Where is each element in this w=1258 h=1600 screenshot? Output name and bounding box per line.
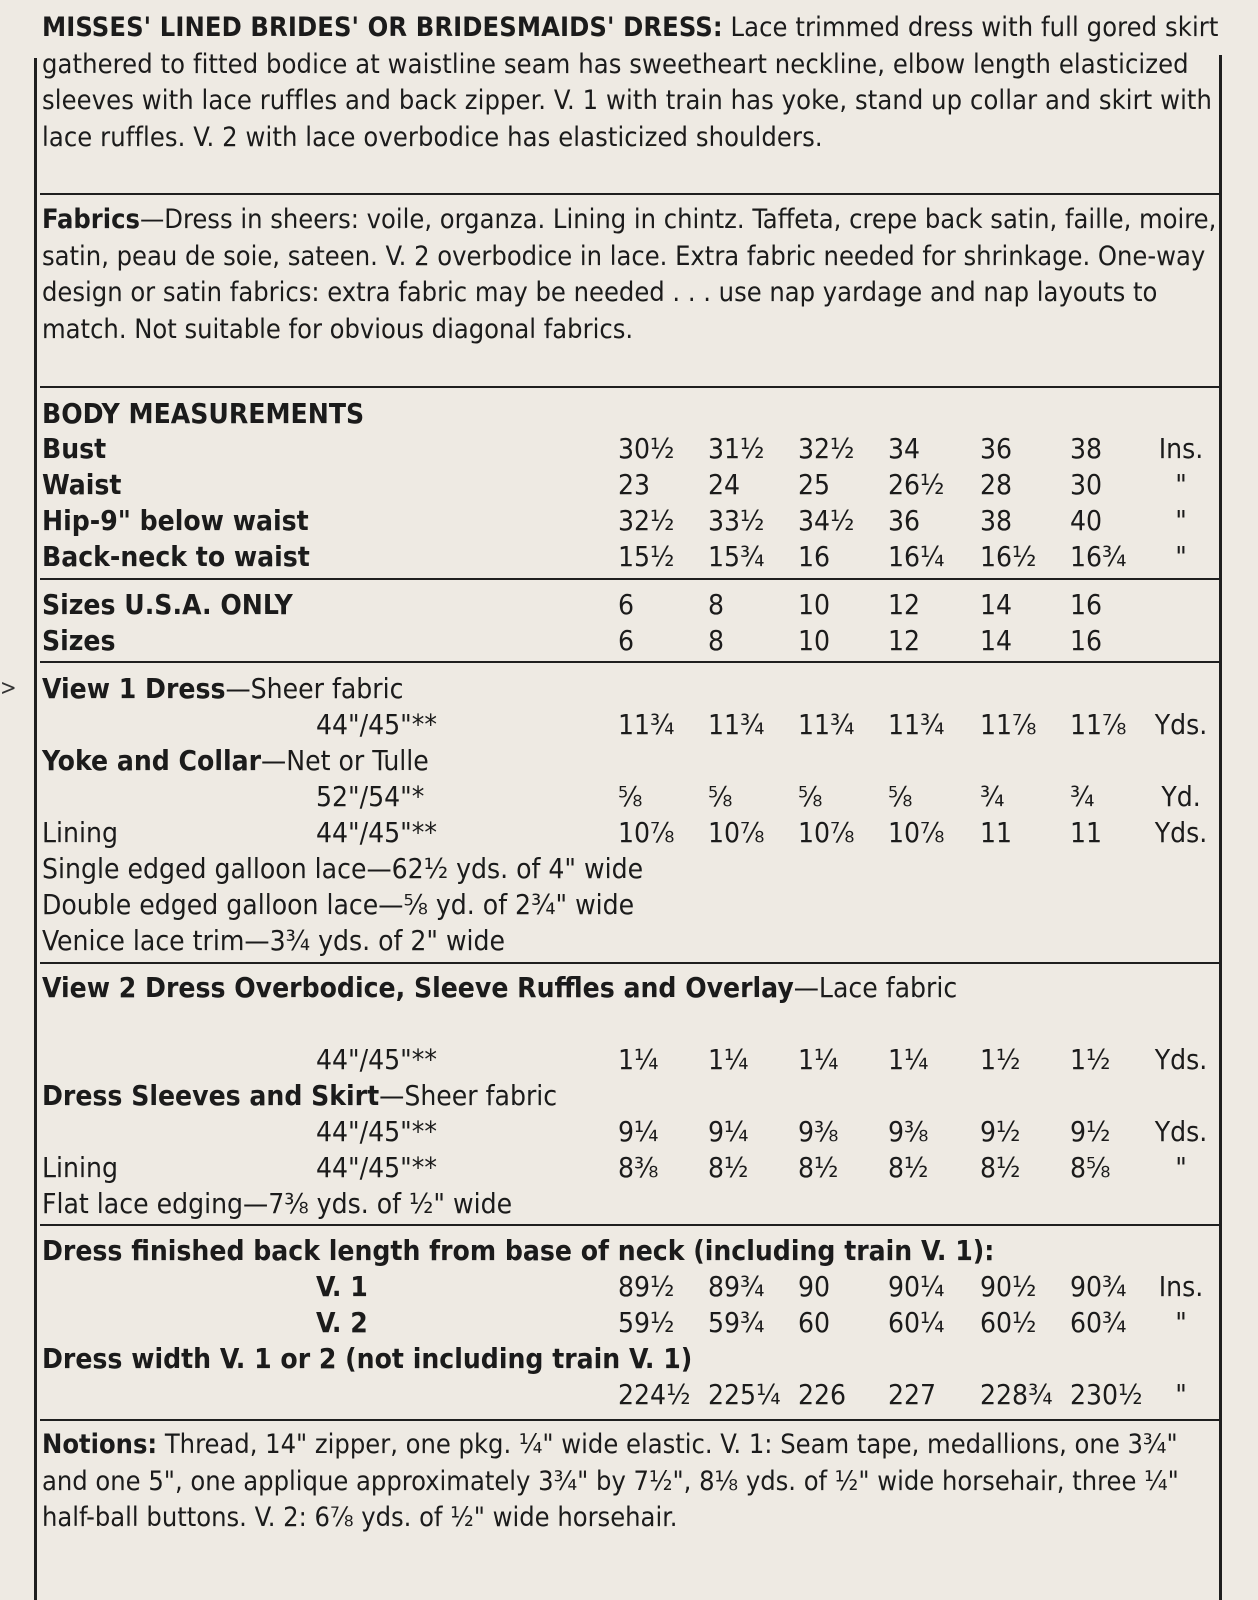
yardage-cell: 1¼ bbox=[798, 1043, 839, 1076]
value-cell: 26½ bbox=[888, 468, 945, 501]
divider bbox=[40, 386, 1222, 388]
width-cell: 225¼ bbox=[708, 1378, 781, 1411]
view1-note-row bbox=[0, 887, 1258, 923]
unit-cell: Ins. bbox=[1158, 1270, 1204, 1303]
value-cell: 16 bbox=[798, 540, 831, 573]
dress-width-heading: Dress width V. 1 or 2 (not including train V. 1) bbox=[42, 1342, 693, 1375]
length-cell: 90½ bbox=[980, 1270, 1037, 1303]
finished-v1-row bbox=[0, 1269, 1258, 1305]
divider bbox=[40, 578, 1222, 580]
view1-heading bbox=[42, 671, 404, 707]
sleeves-heading-row bbox=[0, 1078, 1258, 1114]
yardage-cell: 10⅞ bbox=[708, 816, 765, 849]
lace-note: Single edged galloon lace—62½ yds. of 4" wide bbox=[42, 852, 644, 885]
yardage-cell: 9¼ bbox=[618, 1115, 659, 1148]
view1-lining-row bbox=[0, 815, 1258, 851]
yardage-cell: 10⅞ bbox=[888, 816, 945, 849]
view1-note-row bbox=[0, 851, 1258, 887]
yardage-cell: 10⅞ bbox=[618, 816, 675, 849]
row-label: Lining bbox=[42, 816, 118, 849]
notions-paragraph bbox=[42, 1427, 1222, 1537]
yardage-cell: 9⅜ bbox=[798, 1115, 839, 1148]
size-cell: 12 bbox=[888, 588, 921, 621]
value-cell: 36 bbox=[888, 504, 921, 537]
yardage-cell: 8½ bbox=[980, 1151, 1021, 1184]
yoke-heading-label: Yoke and Collar bbox=[42, 744, 262, 777]
yardage-cell: 9⅜ bbox=[888, 1115, 929, 1148]
notions-title: Notions: bbox=[42, 1429, 158, 1460]
unit-cell: Ins. bbox=[1158, 432, 1204, 465]
size-cell: 10 bbox=[798, 588, 831, 621]
size-cell: 10 bbox=[798, 624, 831, 657]
value-cell: 32½ bbox=[618, 504, 675, 537]
body-measurements-heading-row bbox=[0, 396, 1258, 432]
size-cell: 12 bbox=[888, 624, 921, 657]
width-cell: 226 bbox=[798, 1378, 847, 1411]
row-label: V. 2 bbox=[316, 1306, 368, 1339]
unit-cell: Yds. bbox=[1154, 708, 1208, 741]
dress-width-row bbox=[0, 1377, 1258, 1413]
measurement-row-back-neck bbox=[0, 539, 1258, 575]
length-cell: 90¼ bbox=[888, 1270, 945, 1303]
yardage-cell: 9½ bbox=[1070, 1115, 1111, 1148]
measurement-row-waist bbox=[0, 467, 1258, 503]
length-cell: 60¾ bbox=[1070, 1306, 1127, 1339]
unit-cell: " bbox=[1175, 468, 1187, 501]
length-cell: 90 bbox=[798, 1270, 831, 1303]
divider bbox=[40, 962, 1222, 964]
size-cell: 14 bbox=[980, 588, 1013, 621]
value-cell: 30 bbox=[1070, 468, 1103, 501]
fabrics-text: —Dress in sheers: voile, organza. Lining in chintz. Taffeta, crepe back satin, faille, moire, satin, peau de soie, sateen. V. 2 overbodice in lace. Extra fabric needed for shrinkage. One-way design or satin fabrics: extra fabric may be needed . . . use nap yardage and nap layouts to match. Not suitable for obvious diagonal fabrics. bbox=[42, 204, 1217, 345]
yardage-cell: 11 bbox=[1070, 816, 1103, 849]
value-cell: 30½ bbox=[618, 432, 675, 465]
value-cell: 23 bbox=[618, 468, 651, 501]
view2-heading-label: View 2 Dress Overbodice, Sleeve Ruffles and Overlay bbox=[42, 971, 794, 1004]
value-cell: 16¾ bbox=[1070, 540, 1127, 573]
sizes-row bbox=[0, 623, 1258, 659]
yardage-cell: 9¼ bbox=[708, 1115, 749, 1148]
row-label: Sizes bbox=[42, 624, 116, 657]
yoke-heading-row bbox=[0, 743, 1258, 779]
row-label: Hip-9" below waist bbox=[42, 504, 309, 537]
unit-cell: " bbox=[1175, 1151, 1187, 1184]
fabric-width: 44"/45"** bbox=[316, 1151, 437, 1184]
sleeves-heading-sub: —Sheer fabric bbox=[379, 1079, 558, 1112]
width-cell: 230½ bbox=[1070, 1378, 1143, 1411]
yardage-cell: 1½ bbox=[1070, 1043, 1111, 1076]
unit-cell: " bbox=[1175, 1306, 1187, 1339]
value-cell: 33½ bbox=[708, 504, 765, 537]
view2-heading-sub: —Lace fabric bbox=[793, 971, 958, 1004]
finished-length-heading: Dress finished back length from base of neck (including train V. 1): bbox=[42, 1234, 995, 1267]
length-cell: 60¼ bbox=[888, 1306, 945, 1339]
lace-note: Double edged galloon lace—⅝ yd. of 2¾" wide bbox=[42, 888, 635, 921]
unit-cell: " bbox=[1175, 540, 1187, 573]
dress-width-heading-row bbox=[0, 1341, 1258, 1377]
unit-cell: Yds. bbox=[1154, 816, 1208, 849]
width-cell: 227 bbox=[888, 1378, 937, 1411]
lace-note: Flat lace edging—7⅜ yds. of ½" wide bbox=[42, 1187, 513, 1220]
description-paragraph bbox=[42, 10, 1222, 156]
finished-v2-row bbox=[0, 1305, 1258, 1341]
value-cell: 38 bbox=[980, 504, 1013, 537]
edge-arrow-mark: > bbox=[0, 676, 17, 701]
width-cell: 224½ bbox=[618, 1378, 691, 1411]
value-cell: 15½ bbox=[618, 540, 675, 573]
finished-length-heading-row bbox=[0, 1233, 1258, 1269]
length-cell: 60½ bbox=[980, 1306, 1037, 1339]
unit-cell: Yd. bbox=[1161, 780, 1201, 813]
yardage-cell: ¾ bbox=[1070, 780, 1095, 813]
yardage-cell: 1½ bbox=[980, 1043, 1021, 1076]
view1-dress-row bbox=[0, 707, 1258, 743]
value-cell: 34½ bbox=[798, 504, 855, 537]
value-cell: 38 bbox=[1070, 432, 1103, 465]
size-cell: 8 bbox=[708, 624, 725, 657]
value-cell: 40 bbox=[1070, 504, 1103, 537]
sleeves-heading-label: Dress Sleeves and Skirt bbox=[42, 1079, 380, 1112]
measurement-row-bust bbox=[0, 431, 1258, 467]
value-cell: 34 bbox=[888, 432, 921, 465]
size-cell: 6 bbox=[618, 624, 635, 657]
fabric-width: 44"/45"** bbox=[316, 816, 437, 849]
yardage-cell: 1¼ bbox=[888, 1043, 929, 1076]
yardage-cell: ¾ bbox=[980, 780, 1005, 813]
measurement-row-hip bbox=[0, 503, 1258, 539]
size-cell: 16 bbox=[1070, 624, 1103, 657]
view2-heading bbox=[42, 970, 957, 1006]
value-cell: 16½ bbox=[980, 540, 1037, 573]
fabrics-paragraph bbox=[42, 202, 1222, 348]
yardage-cell: 8½ bbox=[798, 1151, 839, 1184]
sleeves-heading bbox=[42, 1078, 557, 1114]
view1-heading-row bbox=[0, 671, 1258, 707]
yardage-cell: 11⅞ bbox=[980, 708, 1037, 741]
length-cell: 60 bbox=[798, 1306, 831, 1339]
view1-heading-sub: —Sheer fabric bbox=[225, 672, 404, 705]
fabric-width: 52"/54"* bbox=[316, 780, 425, 813]
length-cell: 59¾ bbox=[708, 1306, 765, 1339]
yardage-cell: 1¼ bbox=[708, 1043, 749, 1076]
value-cell: 25 bbox=[798, 468, 831, 501]
yardage-cell: 11⅞ bbox=[1070, 708, 1127, 741]
row-label: V. 1 bbox=[316, 1270, 368, 1303]
lace-note: Venice lace trim—3¾ yds. of 2" wide bbox=[42, 924, 506, 957]
view1-heading-label: View 1 Dress bbox=[42, 672, 226, 705]
description-title: MISSES' LINED BRIDES' OR BRIDESMAIDS' DRESS: bbox=[42, 12, 723, 43]
value-cell: 36 bbox=[980, 432, 1013, 465]
yardage-cell: ⅝ bbox=[708, 780, 733, 813]
length-cell: 90¾ bbox=[1070, 1270, 1127, 1303]
row-label: Lining bbox=[42, 1151, 118, 1184]
divider bbox=[40, 1224, 1222, 1226]
row-label: Back-neck to waist bbox=[42, 540, 310, 573]
yardage-cell: 8½ bbox=[708, 1151, 749, 1184]
yardage-cell: 11 bbox=[980, 816, 1013, 849]
length-cell: 89½ bbox=[618, 1270, 675, 1303]
view2-heading-row bbox=[0, 970, 1258, 1006]
yoke-row bbox=[0, 779, 1258, 815]
yardage-cell: 10⅞ bbox=[798, 816, 855, 849]
divider bbox=[40, 661, 1222, 663]
yardage-cell: 11¾ bbox=[798, 708, 855, 741]
yardage-cell: 1¼ bbox=[618, 1043, 659, 1076]
yardage-cell: 11¾ bbox=[618, 708, 675, 741]
yardage-cell: ⅝ bbox=[618, 780, 643, 813]
body-measurements-heading: BODY MEASUREMENTS bbox=[42, 397, 365, 430]
yardage-cell: 8½ bbox=[888, 1151, 929, 1184]
fabric-width: 44"/45"** bbox=[316, 1043, 437, 1076]
length-cell: 89¾ bbox=[708, 1270, 765, 1303]
value-cell: 15¾ bbox=[708, 540, 765, 573]
view2-lining-row bbox=[0, 1150, 1258, 1186]
value-cell: 31½ bbox=[708, 432, 765, 465]
size-cell: 6 bbox=[618, 588, 635, 621]
description-text: Lace trimmed dress with full gored skirt gathered to fitted bodice at waistline seam has sweetheart neckline, elbow length elasticized sleeves with lace ruffles and back zipper. V. 1 with train has yoke, stand up collar and skirt with lace ruffles. V. 2 with lace overbodice has elasticized shoulders. bbox=[42, 12, 1219, 153]
sizes-row-usa bbox=[0, 587, 1258, 623]
size-cell: 8 bbox=[708, 588, 725, 621]
unit-cell: Yds. bbox=[1154, 1115, 1208, 1148]
fabric-width: 44"/45"** bbox=[316, 1115, 437, 1148]
yardage-cell: 9½ bbox=[980, 1115, 1021, 1148]
value-cell: 32½ bbox=[798, 432, 855, 465]
length-cell: 59½ bbox=[618, 1306, 675, 1339]
size-cell: 16 bbox=[1070, 588, 1103, 621]
divider bbox=[40, 1419, 1222, 1421]
fabrics-title: Fabrics bbox=[42, 204, 140, 235]
yardage-cell: ⅝ bbox=[888, 780, 913, 813]
yardage-cell: ⅝ bbox=[798, 780, 823, 813]
unit-cell: " bbox=[1175, 504, 1187, 537]
view2-overbodice-row bbox=[0, 1042, 1258, 1078]
notions-text: Thread, 14" zipper, one pkg. ¼" wide elastic. V. 1: Seam tape, medallions, one 3¾" and one 5", one applique approximately 3¾" by 7½", 8⅛ yds. of ½" wide horsehair, three ¼" half-ball buttons. V. 2: 6⅞ yds. of ½" wide horsehair. bbox=[42, 1429, 1179, 1533]
unit-cell: " bbox=[1175, 1378, 1187, 1411]
yoke-heading bbox=[42, 743, 429, 779]
value-cell: 16¼ bbox=[888, 540, 945, 573]
value-cell: 28 bbox=[980, 468, 1013, 501]
sleeves-row bbox=[0, 1114, 1258, 1150]
row-label: Bust bbox=[42, 432, 107, 465]
view1-note-row bbox=[0, 923, 1258, 959]
unit-cell: Yds. bbox=[1154, 1043, 1208, 1076]
yardage-cell: 11¾ bbox=[888, 708, 945, 741]
size-cell: 14 bbox=[980, 624, 1013, 657]
yardage-cell: 8⅝ bbox=[1070, 1151, 1111, 1184]
yardage-cell: 11¾ bbox=[708, 708, 765, 741]
yoke-heading-sub: —Net or Tulle bbox=[261, 744, 429, 777]
row-label: Sizes U.S.A. ONLY bbox=[42, 588, 293, 621]
fabric-width: 44"/45"** bbox=[316, 708, 437, 741]
value-cell: 24 bbox=[708, 468, 741, 501]
divider bbox=[40, 193, 1222, 195]
yardage-cell: 8⅜ bbox=[618, 1151, 659, 1184]
width-cell: 228¾ bbox=[980, 1378, 1053, 1411]
row-label: Waist bbox=[42, 468, 122, 501]
view2-note-row bbox=[0, 1186, 1258, 1222]
